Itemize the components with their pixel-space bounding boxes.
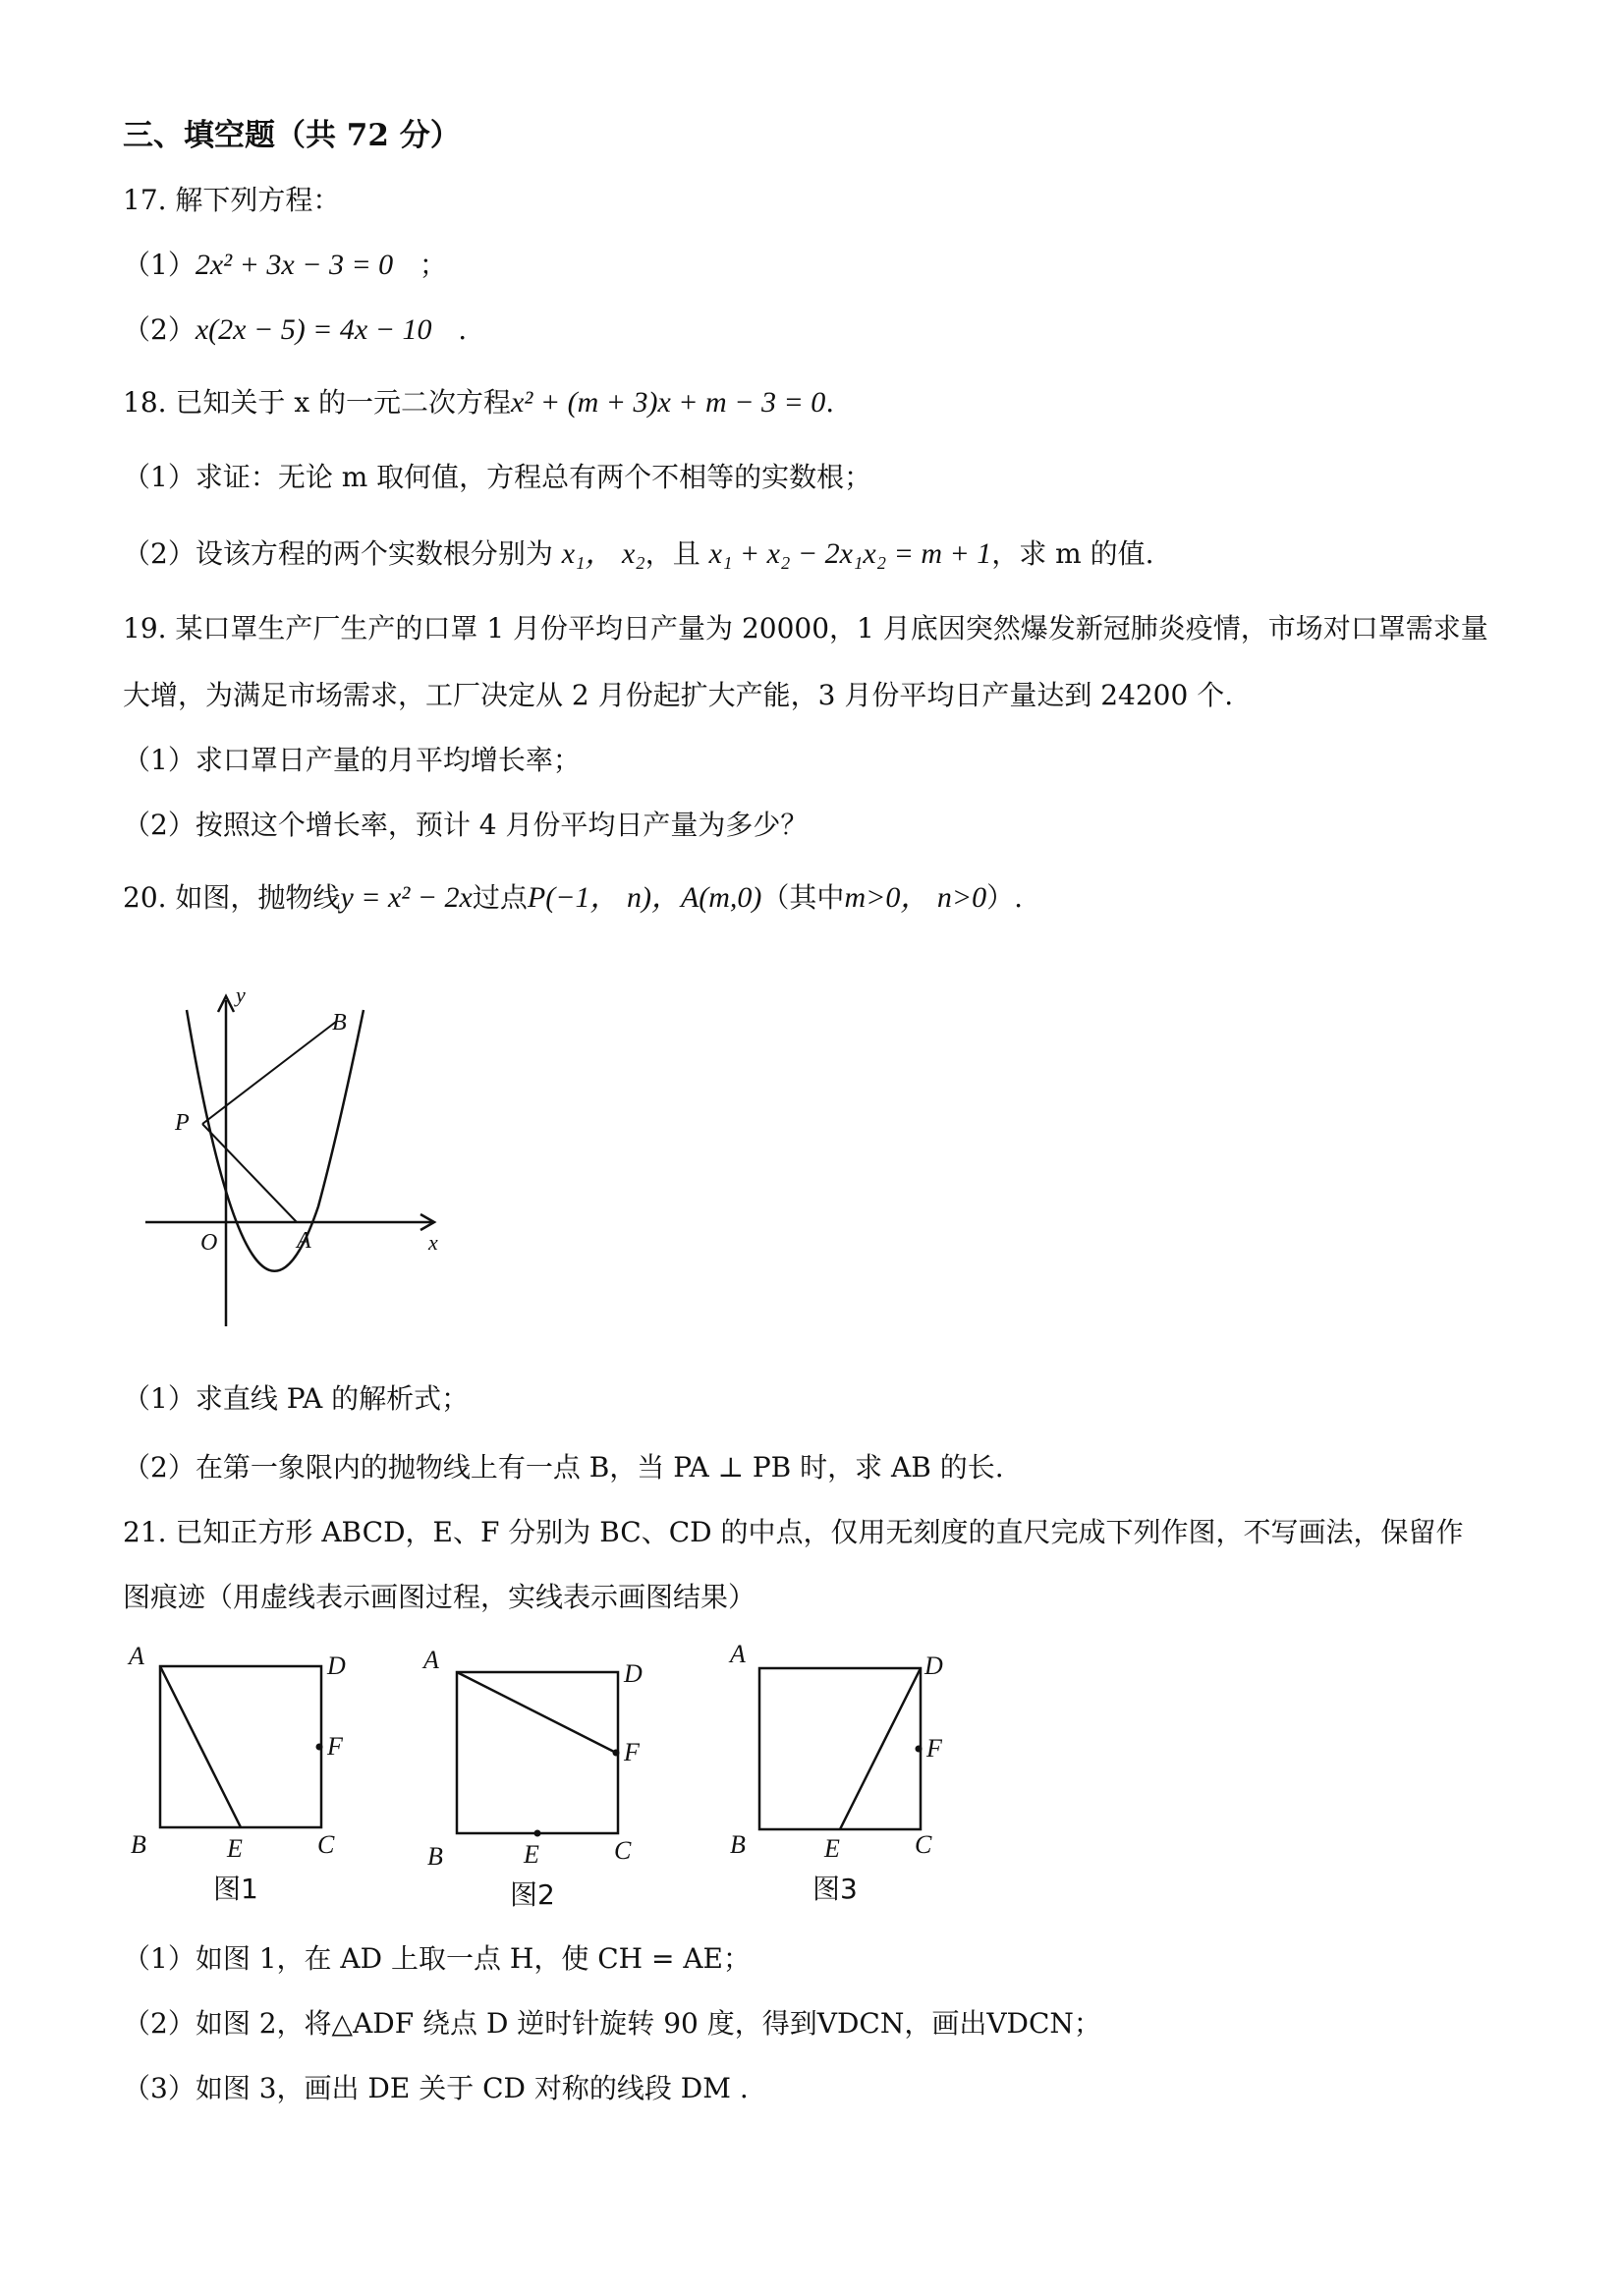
fig3-caption: 图3 bbox=[812, 1873, 858, 1905]
q20-stem-c: （其中 bbox=[761, 881, 845, 914]
q18-part2 bbox=[123, 534, 1154, 574]
q17-part2-equation: x(2x − 5) = 4x − 10 bbox=[195, 313, 432, 346]
fig3-label-d: D bbox=[924, 1652, 943, 1680]
q21-figure-1 bbox=[123, 1631, 378, 1926]
fig1-label-f: F bbox=[327, 1732, 343, 1761]
fig2-point-e bbox=[534, 1830, 541, 1837]
section-title: 三、填空题（共 72 分） bbox=[123, 118, 461, 153]
fig2-label-b: B bbox=[427, 1842, 443, 1871]
fig3-square bbox=[759, 1668, 921, 1829]
q19-line1: 19. 某口罩生产厂生产的口罩 1 月份平均日产量为 20000，1 月底因突然爆发新冠肺炎疫情，市场对口罩需求量 bbox=[123, 612, 1488, 644]
q20-stem-d: ）. bbox=[986, 881, 1023, 914]
q20-part2: （2）在第一象限内的抛物线上有一点 B，当 PA ⊥ PB 时，求 AB 的长. bbox=[123, 1451, 1004, 1484]
fig2-label-a: A bbox=[423, 1646, 439, 1674]
fig2-square bbox=[457, 1672, 618, 1833]
q19-line2: 大增，为满足市场需求，工厂决定从 2 月份起扩大产能，3 月份平均日产量达到 24200 个. bbox=[123, 679, 1234, 711]
q20-label-y: y bbox=[236, 982, 246, 1007]
fig1-square bbox=[160, 1666, 321, 1827]
q17-stem: 17. 解下列方程： bbox=[123, 184, 341, 216]
q20-points: P(−1， n)，A(m,0) bbox=[527, 881, 762, 914]
q17-part2-tail: . bbox=[458, 313, 468, 346]
q20-label-b: B bbox=[332, 1010, 347, 1036]
q20-segment-pa bbox=[202, 1124, 297, 1222]
q18-part1: （1）求证：无论 m 取何值，方程总有两个不相等的实数根； bbox=[123, 461, 872, 493]
q21-part1: （1）如图 1，在 AD 上取一点 H，使 CH = AE； bbox=[123, 1942, 751, 1975]
fig2-label-f: F bbox=[624, 1738, 640, 1766]
q21-part3: （3）如图 3，画出 DE 关于 CD 对称的线段 DM . bbox=[123, 2072, 749, 2104]
q20-figure bbox=[128, 953, 462, 1336]
q20-stem-b: 过点 bbox=[472, 881, 528, 914]
fig1-point-f bbox=[316, 1744, 323, 1751]
q18-stem-text: 18. 已知关于 x 的一元二次方程 bbox=[123, 386, 512, 419]
q19-part2: （2）按照这个增长率，预计 4 月份平均日产量为多少？ bbox=[123, 809, 809, 841]
fig1-label-d: D bbox=[327, 1652, 346, 1680]
q17-part1-label: （1） bbox=[123, 249, 196, 281]
q20-label-p: P bbox=[175, 1110, 190, 1136]
q18-stem bbox=[123, 383, 834, 422]
q20-part1: （1）求直线 PA 的解析式； bbox=[123, 1382, 470, 1415]
q21-figure-3 bbox=[722, 1631, 978, 1926]
q17-part1 bbox=[123, 246, 447, 285]
q20-stem bbox=[123, 878, 1023, 918]
fig1-label-a: A bbox=[129, 1642, 144, 1670]
q18-part2-vars: x₁， x₂ bbox=[561, 537, 645, 570]
q18-part2-tail: ，求 m 的值. bbox=[991, 537, 1154, 570]
q17-part2 bbox=[123, 310, 467, 350]
fig1-label-e: E bbox=[227, 1834, 243, 1863]
q18-equation: x² + (m + 3)x + m − 3 = 0 bbox=[511, 386, 826, 419]
fig2-label-e: E bbox=[524, 1840, 539, 1869]
q18-part2-equation: x₁ + x₂ − 2x₁x₂ = m + 1 bbox=[708, 537, 992, 570]
fig2-caption: 图2 bbox=[510, 1878, 555, 1911]
q19-part1: （1）求口罩日产量的月平均增长率； bbox=[123, 744, 581, 776]
fig1-label-c: C bbox=[317, 1830, 335, 1859]
q20-label-x: x bbox=[428, 1230, 438, 1255]
fig2-point-f bbox=[613, 1750, 620, 1757]
fig2-label-c: C bbox=[614, 1836, 632, 1865]
q21-part2: （2）如图 2，将△ADF 绕点 D 逆时针旋转 90 度，得到VDCN，画出VDCN； bbox=[123, 2007, 1101, 2040]
q20-stem-a: 20. 如图，抛物线 bbox=[123, 881, 341, 914]
q18-stem-tail: . bbox=[825, 386, 835, 419]
q18-part2-mid: ，且 bbox=[644, 537, 700, 570]
q20-condition: m>0， n>0 bbox=[844, 881, 987, 914]
q21-line1: 21. 已知正方形 ABCD，E、F 分别为 BC、CD 的中点，仅用无刻度的直尺完成下列作图，不写画法，保留作 bbox=[123, 1516, 1464, 1548]
fig1-segment-ae bbox=[160, 1666, 241, 1827]
fig3-point-f bbox=[916, 1746, 923, 1753]
fig2-label-d: D bbox=[624, 1659, 643, 1688]
q18-part2-text: （2）设该方程的两个实数根分别为 bbox=[123, 537, 553, 570]
fig3-segment-de bbox=[840, 1668, 921, 1829]
fig2-segment-af bbox=[457, 1672, 616, 1753]
q17-part1-tail: ； bbox=[419, 249, 447, 281]
fig3-label-a: A bbox=[730, 1640, 746, 1668]
fig3-label-c: C bbox=[915, 1830, 932, 1859]
q21-figure-2 bbox=[418, 1637, 673, 1932]
fig3-label-b: B bbox=[730, 1830, 746, 1859]
q21-line2: 图痕迹（用虚线表示画图过程，实线表示画图结果） bbox=[123, 1581, 756, 1613]
q20-label-o: O bbox=[200, 1230, 218, 1256]
q17-part2-label: （2） bbox=[123, 313, 196, 346]
q20-label-a: A bbox=[297, 1228, 311, 1254]
q17-part1-equation: 2x² + 3x − 3 = 0 bbox=[195, 249, 394, 281]
fig1-caption: 图1 bbox=[213, 1873, 258, 1905]
fig3-label-f: F bbox=[926, 1734, 942, 1763]
fig3-label-e: E bbox=[824, 1834, 840, 1863]
q20-parabola-equation: y = x² − 2x bbox=[340, 881, 473, 914]
q20-segment-pb bbox=[202, 1022, 336, 1124]
fig1-label-b: B bbox=[131, 1830, 146, 1859]
